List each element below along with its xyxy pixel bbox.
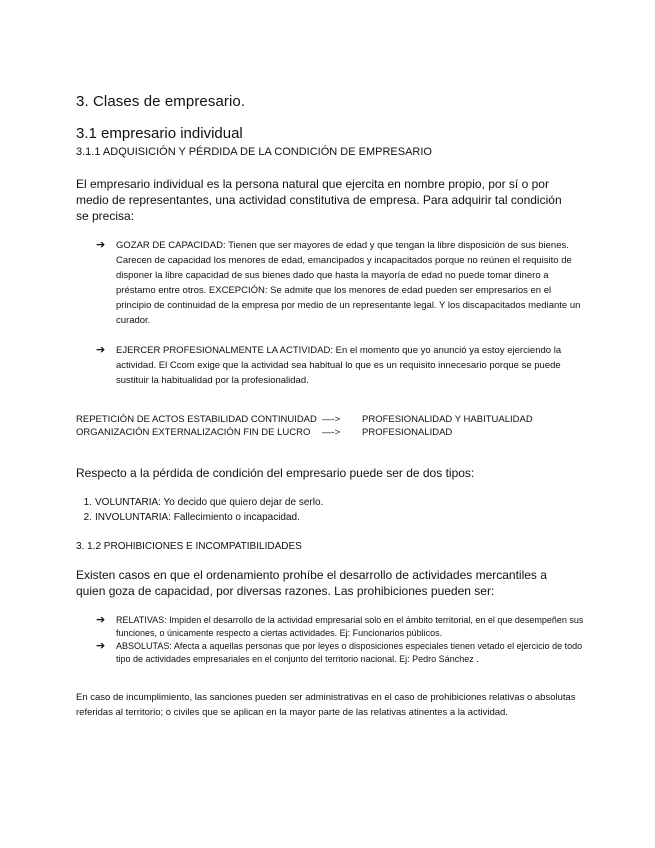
flow-arrow: —->: [322, 414, 341, 425]
requirement-item: [96, 238, 586, 328]
flow-arrow: —->: [322, 427, 341, 438]
loss-intro: Respecto a la pérdida de condición del empresario puede ser de dos tipos:: [76, 466, 475, 480]
prohibition-item: [96, 614, 586, 640]
flow-right: PROFESIONALIDAD Y HABITUALIDAD: [362, 414, 533, 425]
flow-row: [76, 426, 452, 439]
flow-left: ORGANIZACIÓN EXTERNALIZACIÓN FIN DE LUCRO: [76, 427, 311, 438]
prohibitions-intro: Existen casos en que el ordenamiento prohíbe el desarrollo de actividades mercantiles a quien goza de capacidad, por diversas razones. Las prohibiciones pueden ser:: [76, 568, 547, 598]
subsection-heading: 3.1 empresario individual: [76, 125, 243, 142]
arrow-icon: ➔: [96, 239, 106, 251]
list-number: 2.: [83, 512, 92, 523]
subsubsection-heading-312: 3. 1.2 PROHIBICIONES E INCOMPATIBILIDADES: [76, 541, 302, 552]
requirement-item: [96, 343, 586, 388]
arrow-icon: ➔: [96, 344, 106, 356]
list-number: 1.: [83, 497, 92, 508]
flow-row: [76, 413, 533, 426]
subsubsection-heading-311: 3.1.1 ADQUISICIÓN Y PÉRDIDA DE LA CONDICIÓN DE EMPRESARIO: [76, 146, 432, 158]
prohibition-text: RELATIVAS: Impiden el desarrollo de la actividad empresarial solo en el ámbito territorial, en el que desempeñen sus funciones, o únicamente respecto a ciertas actividades. Ej: Funcionarios públicos.: [116, 615, 584, 638]
list-text: INVOLUNTARIA: Fallecimiento o incapacidad.: [95, 512, 300, 523]
flow-right: PROFESIONALIDAD: [362, 427, 453, 438]
list-item: [76, 495, 323, 510]
flow-left: REPETICIÓN DE ACTOS ESTABILIDAD CONTINUIDAD: [76, 414, 317, 425]
list-text: VOLUNTARIA: Yo decido que quiero dejar de serlo.: [95, 497, 324, 508]
requirement-text: GOZAR DE CAPACIDAD: Tienen que ser mayores de edad y que tengan la libre disposición de sus bienes. Carecen de capacidad los menores de edad, emancipados y incapacitados porque no reúnen el requisito de disponer la libre capacidad de sus bienes dado que hasta la mayoría de edad no puede tomar dinero a préstamo entre otros. EXCEPCIÓN: Se admite que los menores de edad pueden ser empresarios en el principio de continuidad de la empresa por medio de un representante legal. Y los discapacitados mediante un curador.: [116, 240, 581, 326]
list-item: [76, 510, 323, 525]
loss-types-list: [76, 495, 323, 525]
requirement-text: EJERCER PROFESIONALMENTE LA ACTIVIDAD: En el momento que yo anunció ya estoy ejerciendo la actividad. El Ccom exige que la actividad sea habitual lo que es un requisito innecesario porque se puede sustituir la habitualidad por la profesionalidad.: [116, 345, 562, 386]
prohibitions-list: [96, 614, 586, 666]
sanctions-paragraph: En caso de incumplimiento, las sanciones pueden ser administrativas en el caso de prohibiciones relativas o absolutas referidas al territorio; o civiles que se aplican en la mayor parte de las relativas atinentes a la actividad.: [76, 692, 576, 718]
section-heading: 3. Clases de empresario.: [76, 93, 246, 110]
intro-paragraph: El empresario individual es la persona natural que ejercita en nombre propio, por sí o por medio de representantes, una actividad constitutiva de empresa. Para adquirir tal condición se precisa:: [76, 177, 562, 223]
arrow-icon: ➔: [96, 640, 106, 652]
prohibition-item: [96, 640, 586, 666]
requirements-list: [96, 238, 586, 403]
prohibition-text: ABSOLUTAS: Afecta a aquellas personas que por leyes o disposiciones especiales tienen vetado el ejercicio de todo tipo de actividades empresariales en el conjunto del territorio nacional. Ej: Pedro Sánchez .: [116, 641, 583, 664]
arrow-icon: ➔: [96, 614, 106, 626]
